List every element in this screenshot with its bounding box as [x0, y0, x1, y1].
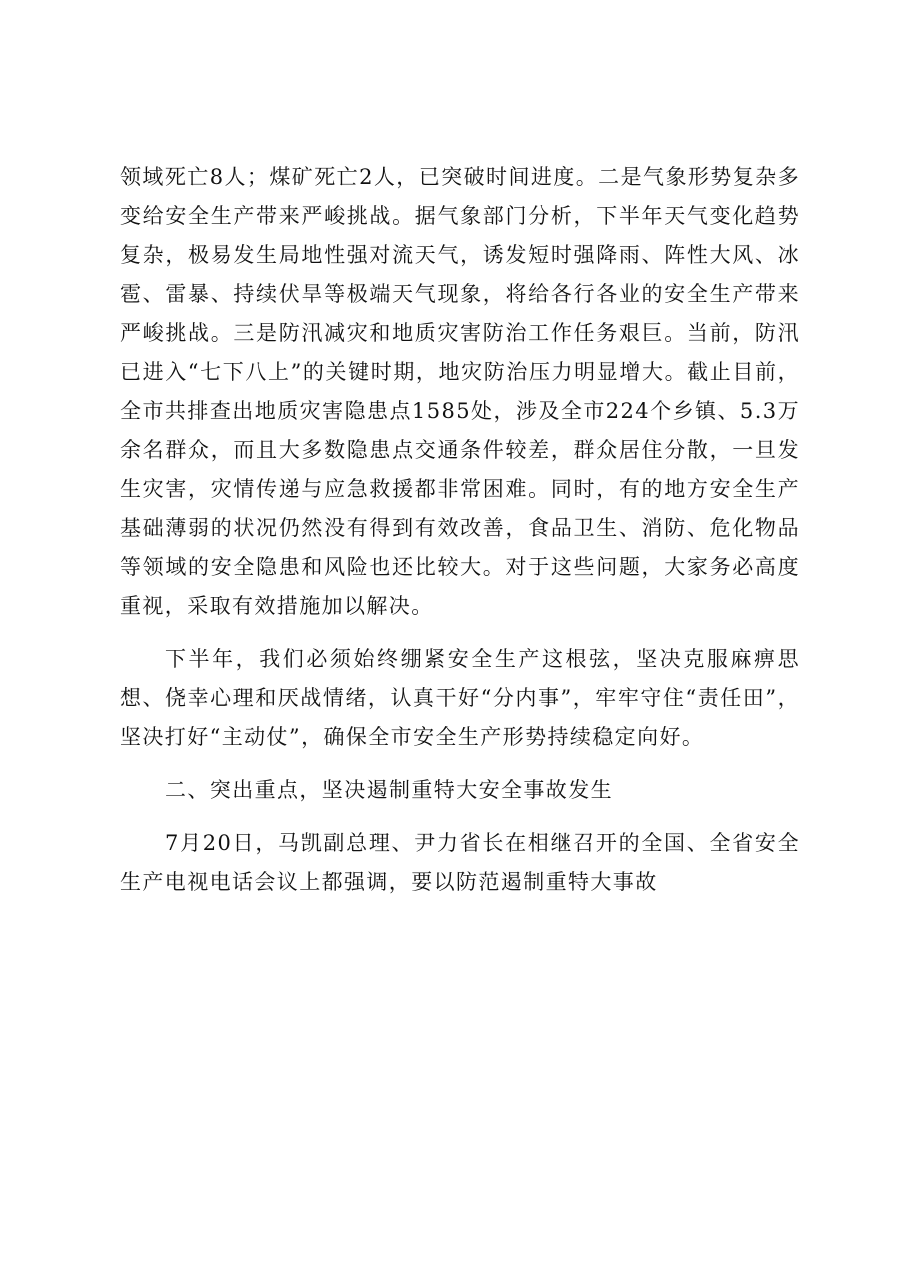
document-body [120, 158, 800, 902]
paragraph-continued: 领域死亡8人；煤矿死亡2人，已突破时间进度。二是气象形势复杂多变给安全生产带来严峻挑战。据气象部门分析，下半年天气变化趋势复杂，极易发生局地性强对流天气，诱发短时强降雨、阵性大风、冰雹、雷暴、持续伏旱等极端天气现象，将给各行各业的安全生产带来严峻挑战。三是防汛减灾和地质灾害防治工作任务艰巨。当前，防汛已进入“七下八上”的关键时期，地灾防治压力明显增大。截止目前，全市共排查出地质灾害隐患点1585处，涉及全市224个乡镇、5.3万余名群众，而且大多数隐患点交通条件较差，群众居住分散，一旦发生灾害，灾情传递与应急救援都非常困难。同时，有的地方安全生产基础薄弱的状况仍然没有得到有效改善，食品卫生、消防、危化物品等领域的安全隐患和风险也还比较大。对于这些问题，大家务必高度重视，采取有效措施加以解决。 [120, 165, 800, 618]
paragraph-second-half-year: 下半年，我们必须始终绷紧安全生产这根弦，坚决克服麻痹思想、侥幸心理和厌战情绪，认真干好“分内事”，牢牢守住“责任田”，坚决打好“主动仗”，确保全市安全生产形势持续稳定向好。 [120, 647, 800, 749]
paragraph-july-20: 7月20日，马凯副总理、尹力省长在相继召开的全国、全省安全生产电视电话会议上都强调，要以防范遏制重特大事故 [120, 831, 800, 894]
section-heading: 二、突出重点，坚决遏制重特大安全事故发生 [165, 778, 613, 802]
